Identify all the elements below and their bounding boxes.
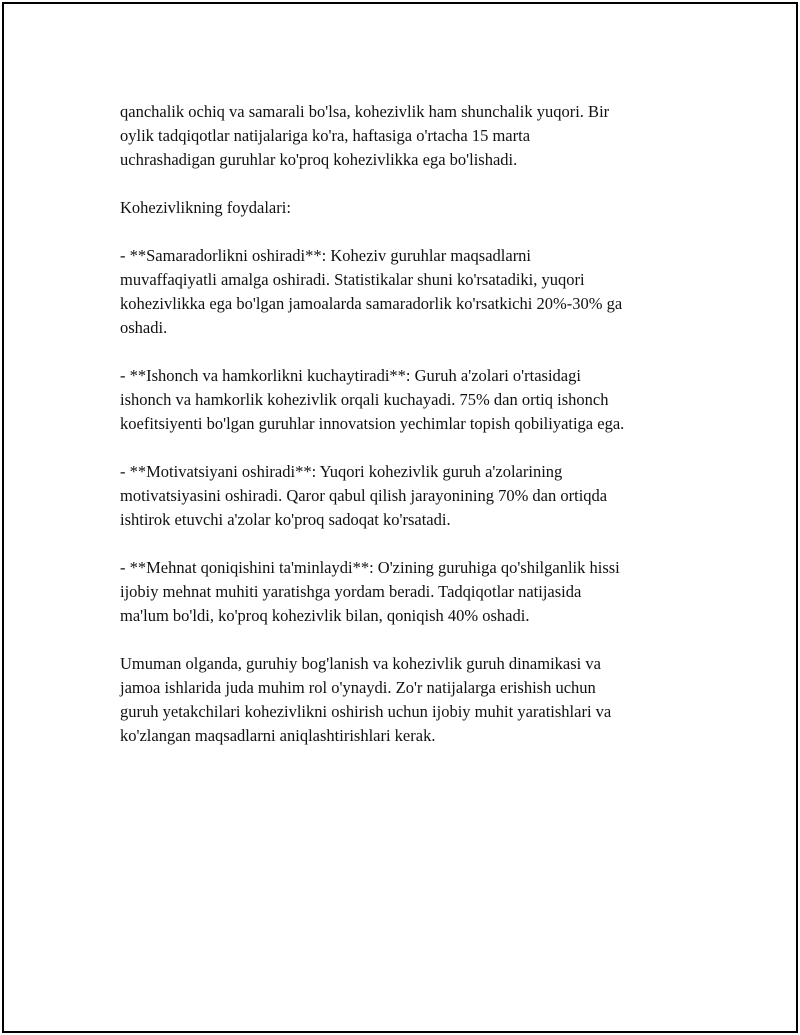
list-item-ishonch: - **Ishonch va hamkorlikni kuchaytiradi**: Guruh a'zolari o'rtasidagi ishonch va hamkorlik kohezivlik orqali kuchayadi. 75% dan ortiq ishonch koefitsiyenti bo'lgan guruhlar innovatsion yechimlar topish qobiliyatiga ega. <box>120 366 625 433</box>
paragraph-intro: qanchalik ochiq va samarali bo'lsa, kohezivlik ham shunchalik yuqori. Bir oylik tadqiqotlar natijalariga ko'ra, haftasiga o'rtacha 15 marta uchrashadigan guruhlar ko'proq kohezivlikka ega bo'lishadi. <box>120 102 610 169</box>
list-item-qoniqish: - **Mehnat qoniqishini ta'minlaydi**: O'zining guruhiga qo'shilganlik hissi ijobiy mehnat muhiti yaratishga yordam beradi. Tadqiqotlar natijasida ma'lum bo'ldi, ko'proq kohezivlik bilan, qoniqish 40% oshadi. <box>120 558 620 625</box>
document-body <box>120 100 700 772</box>
list-item-motivatsiya: - **Motivatsiyani oshiradi**: Yuqori kohezivlik guruh a'zolarining motivatsiyasini oshiradi. Qaror qabul qilish jarayonining 70% dan ortiqda ishtirok etuvchi a'zolar ko'proq sadoqat ko'rsatadi. <box>120 462 608 529</box>
list-item-samaradorlik: - **Samaradorlikni oshiradi**: Koheziv guruhlar maqsadlarni muvaffaqiyatli amalga oshiradi. Statistikalar shuni ko'rsatadiki, yuqori kohezivlikka ega bo'lgan jamoalarda samaradorlik ko'rsatkichi 20%-30% ga oshadi. <box>120 246 623 337</box>
section-heading: Kohezivlikning foydalari: <box>120 198 291 217</box>
paragraph-conclusion: Umuman olganda, guruhiy bog'lanish va kohezivlik guruh dinamikasi va jamoa ishlarida juda muhim rol o'ynaydi. Zo'r natijalarga erishish uchun guruh yetakchilari kohezivlikni oshirish uchun ijobiy muhit yaratishlari va ko'zlangan maqsadlarni aniqlashtirishlari kerak. <box>120 654 612 745</box>
document-page <box>2 2 798 1033</box>
